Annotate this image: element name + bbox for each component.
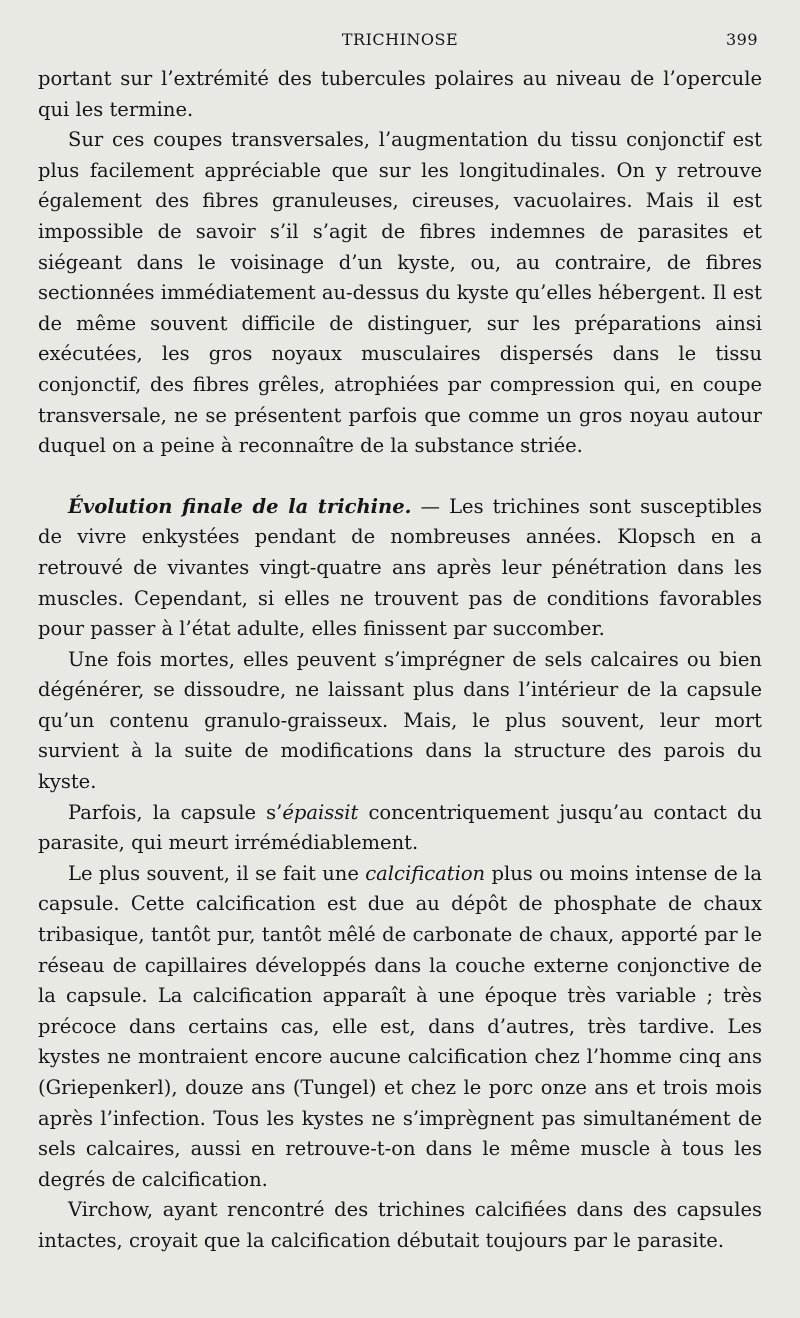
page-number: 399 xyxy=(725,30,758,49)
section-gap xyxy=(38,462,762,492)
paragraph-4 xyxy=(38,645,762,798)
paragraph-text: — Les trichines sont susceptibles de vivre enkystées pendant de nombreuses années. Klopsch en a retrouvé de vivantes vingt-quatre ans après leur pénétration dans les muscles. Cependant, si elles ne trouvent pas de conditions favorables pour passer à l’état adulte, elles finissent par succomber. xyxy=(38,494,762,641)
paragraph-text: Virchow, ayant rencontré des trichines calcifiées dans des capsules intactes, croyait que la calcification débutait toujours par le parasite. xyxy=(38,1198,762,1252)
paragraph-3 xyxy=(38,492,762,645)
paragraph-text: Sur ces coupes transversales, l’augmentation du tissu conjonctif est plus facilement appréciable que sur les longitudinales. On y retrouve également des fibres granuleuses, cireuses, vacuolaires. Mais il est impossible de savoir s’il s’agit de fibres indemnes de parasites et siégeant dans le voisinage d’un kyste, ou, au contraire, de fibres sectionnées immédiatement au-dessus du kyste qu’elles hébergent. Il est de même souvent difficile de distinguer, sur les préparations ainsi exécutées, les gros noyaux musculaires dispersés dans le tissu conjonctif, des fibres grêles, atrophiées par compression qui, en coupe transversale, ne se présentent parfois que comme un gros noyau autour duquel on a peine à reconnaître de la substance striée. xyxy=(38,128,762,458)
paragraph-5 xyxy=(38,798,762,859)
paragraph-text: portant sur l’extrémité des tubercules polaires au niveau de l’opercule qui les termine. xyxy=(38,67,762,121)
running-title: TRICHINOSE xyxy=(341,30,459,49)
paragraph-7 xyxy=(38,1195,762,1256)
emphasis-term: calcification xyxy=(365,861,486,885)
emphasis-term: épaissit xyxy=(282,800,359,824)
paragraph-text-after: concentriquement jusqu’au contact du parasite, qui meurt irrémédiablement. xyxy=(38,800,762,855)
page-body xyxy=(38,64,762,1257)
paragraph-6 xyxy=(38,859,762,1196)
paragraph-1 xyxy=(38,64,762,125)
paragraph-text: Une fois mortes, elles peuvent s’imprégner de sels calcaires ou bien dégénérer, se dissoudre, ne laissant plus dans l’intérieur de la capsule qu’un contenu granulo-graisseux. Mais, le plus souvent, leur mort survient à la suite de modifications dans la structure des parois du kyste. xyxy=(38,647,762,794)
paragraph-text-before: Le plus souvent, il se fait une xyxy=(68,861,366,885)
paragraph-2 xyxy=(38,125,762,462)
paragraph-text-before: Parfois, la capsule s’ xyxy=(68,800,283,824)
section-heading: Évolution finale de la trichine. xyxy=(68,494,412,518)
running-head xyxy=(38,30,762,54)
paragraph-text-after: plus ou moins intense de la capsule. Cette calcification est due au dépôt de phosphate de chaux tribasique, tantôt pur, tantôt mêlé de carbonate de chaux, apporté par le réseau de capillaires développés dans la couche externe conjonctive de la capsule. La calcification apparaît à une époque très variable ; très précoce dans certains cas, elle est, dans d’autres, très tardive. Les kystes ne montraient encore aucune calcification chez l’homme cinq ans (Griepenkerl), douze ans (Tungel) et chez le porc onze ans et trois mois après l’infection. Tous les kystes ne s’imprègnent pas simultanément de sels calcaires, aussi en retrouve-t-on dans le même muscle à tous les degrés de calcification. xyxy=(38,861,762,1191)
